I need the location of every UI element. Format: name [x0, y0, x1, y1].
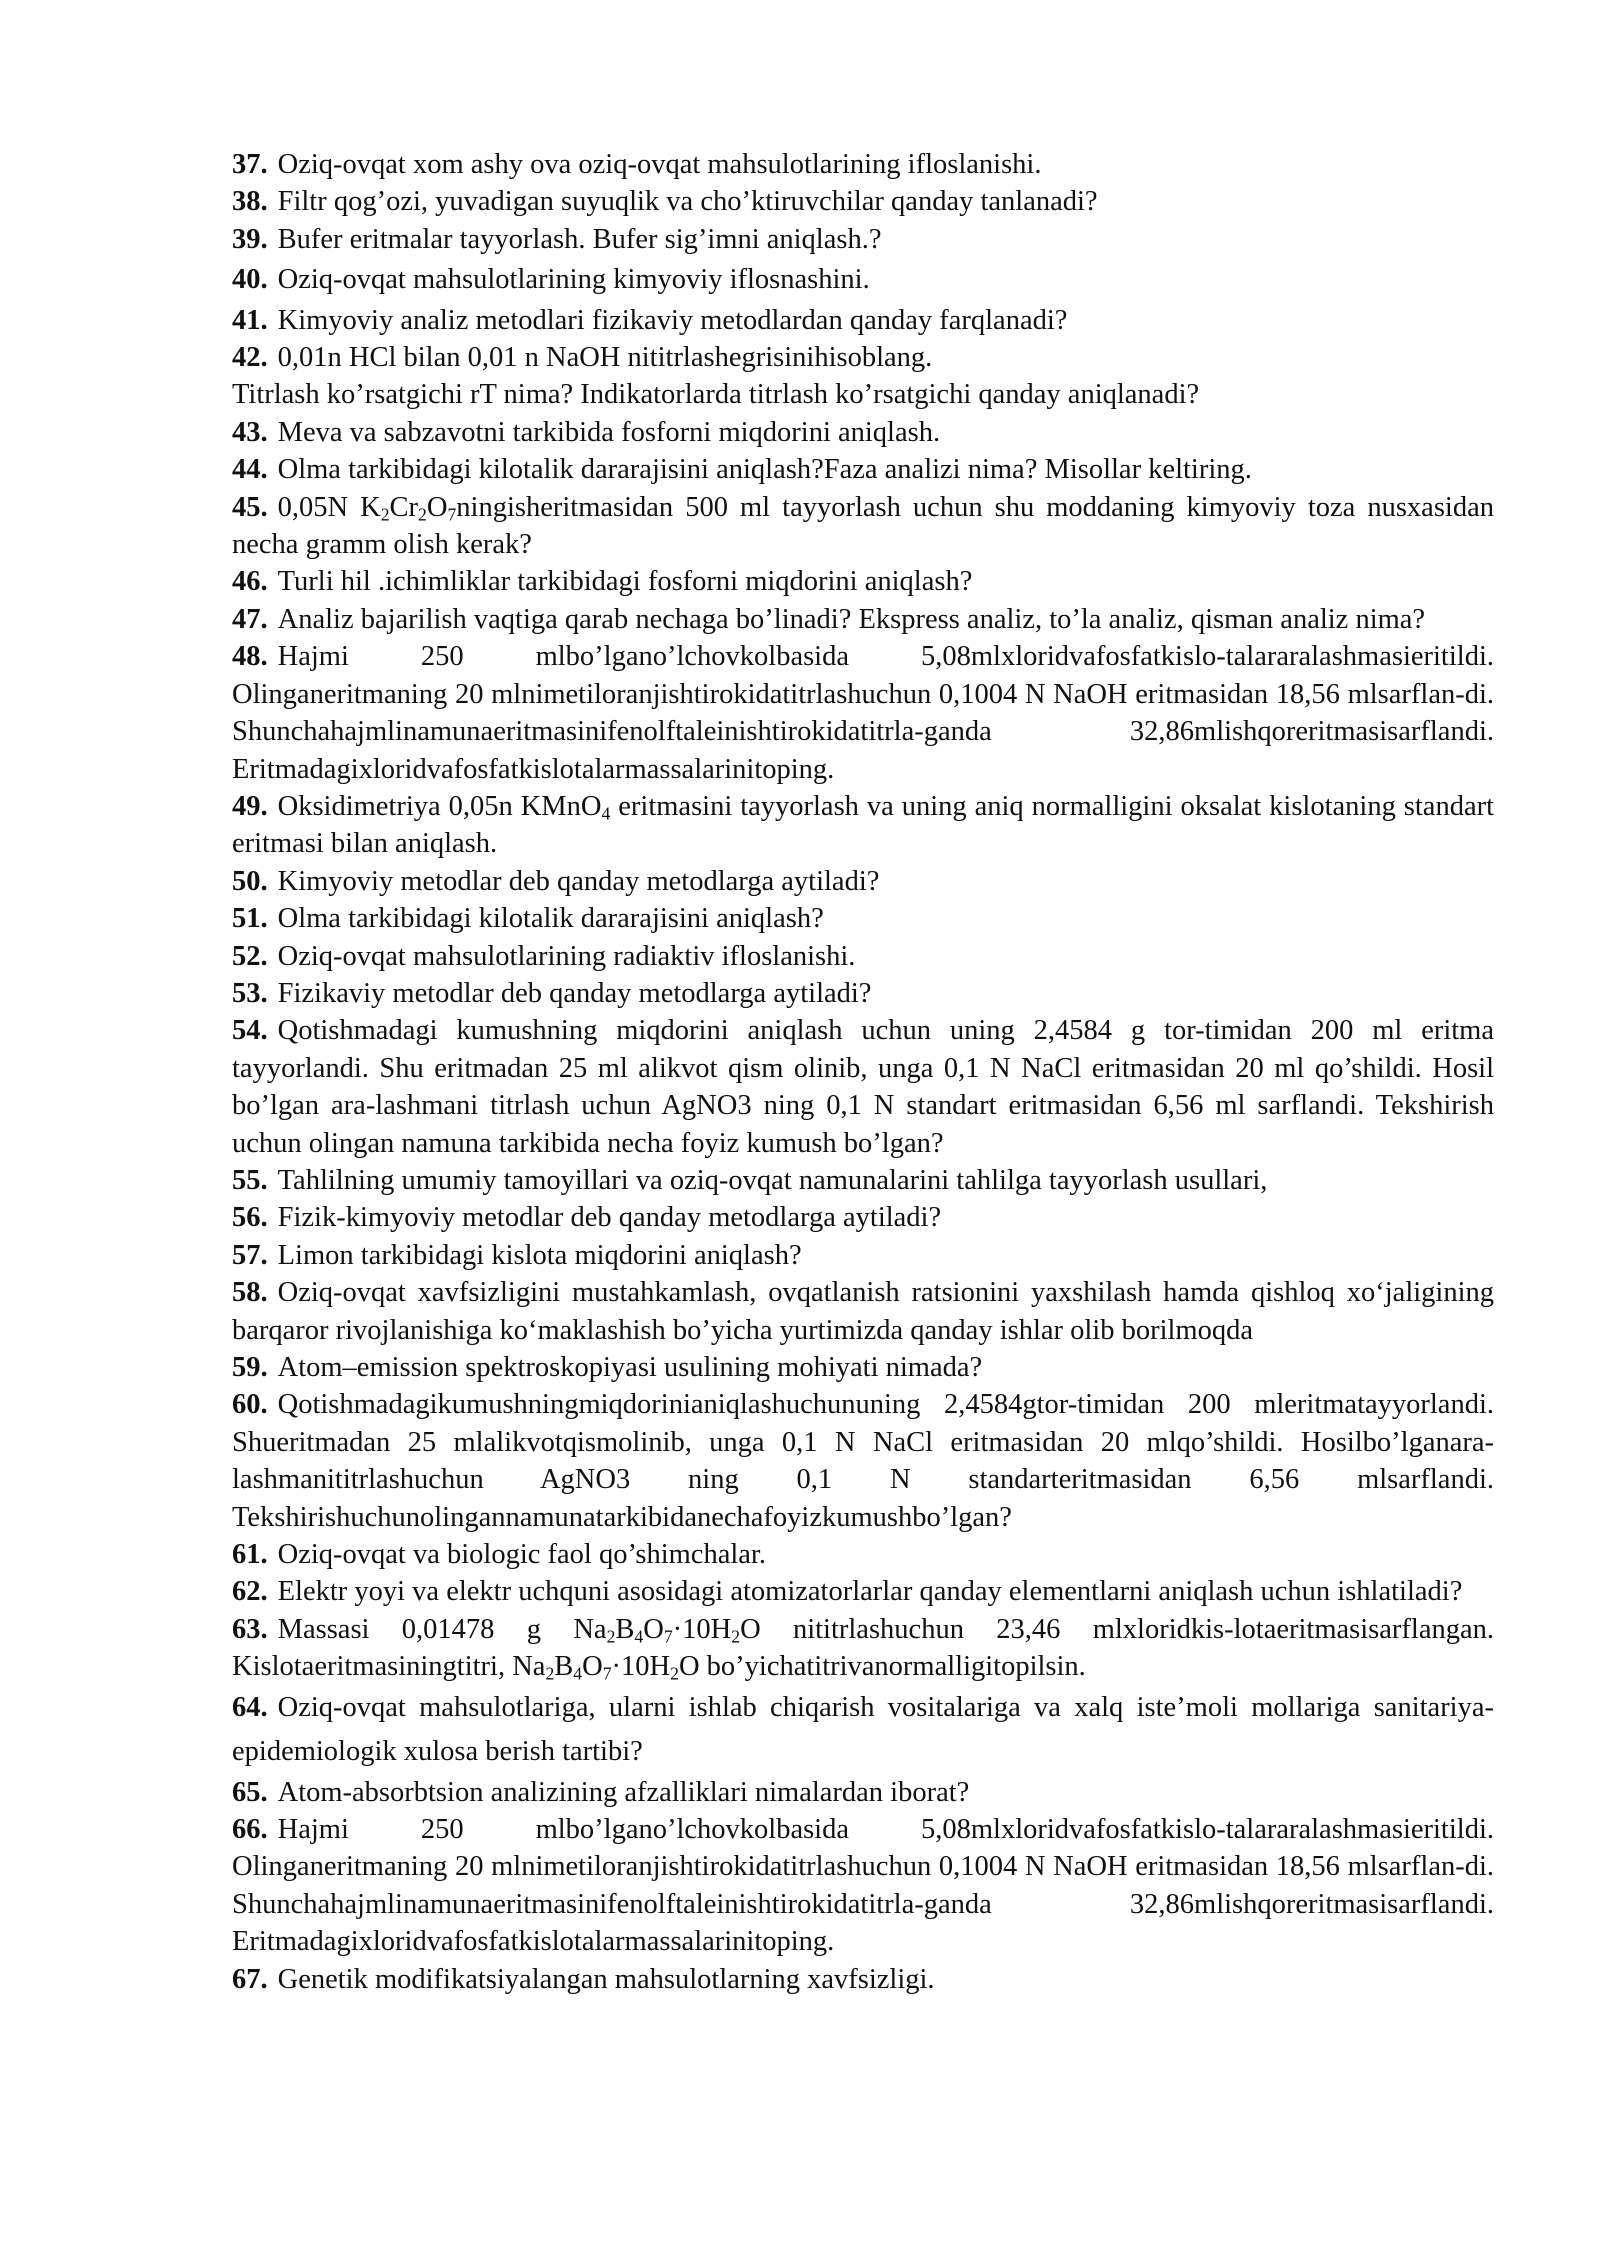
question-text: O nititrlashuchun 23,46 mlxloridkis-lotaeritmasisarflangan. Kislotaeritmasiningtitri, Na: [232, 1613, 1494, 1683]
subscript: 2: [731, 1626, 741, 1647]
question-text: Fizikaviy metodlar deb qanday metodlarga aytiladi?: [277, 977, 872, 1009]
question-text: ·10H: [672, 1613, 732, 1645]
question-text: Atom–emission spektroskopiyasi usulining mohiyati nimada?: [277, 1352, 983, 1383]
question-66: [232, 1811, 1494, 1961]
question-text: 0,01n HCl bilan 0,01 n NaOH nititrlashegrisinihisoblang.: [277, 342, 933, 374]
question-text: O: [426, 491, 448, 523]
question-text: Kimyoviy metodlar deb qanday metodlarga aytiladi?: [277, 865, 880, 897]
question-number: 48.: [232, 641, 268, 673]
question-46: [232, 563, 1494, 600]
question-number: 46.: [232, 566, 268, 598]
question-text: Kimyoviy analiz metodlari fizikaviy metodlardan qanday farqlanadi?: [277, 304, 1068, 336]
question-number: 52.: [232, 940, 268, 972]
question-text: ·10H: [611, 1651, 671, 1683]
question-text: Tahlilning umumiy tamoyillari va oziq-ovqat namunalarini tahlilga tayyorlash usullari,: [277, 1164, 1268, 1196]
question-text: Cr: [389, 491, 419, 523]
question-50: [232, 863, 1494, 900]
question-61: [232, 1536, 1494, 1573]
question-42: [232, 339, 1494, 376]
question-number: 54.: [232, 1015, 268, 1047]
question-49: [232, 788, 1494, 863]
subscript: 2: [418, 504, 427, 525]
question-number: 66.: [232, 1814, 268, 1846]
subscript: 7: [602, 1663, 612, 1684]
question-number: 51.: [232, 903, 268, 935]
question-43: [232, 414, 1494, 451]
question-52: [232, 938, 1494, 975]
subscript: 4: [573, 1663, 583, 1684]
question-text: Filtr qog’ozi, yuvadigan suyuqlik va cho’ktiruvchilar qanday tanlanadi?: [277, 186, 1098, 218]
question-text: Oziq-ovqat mahsulotlarining radiaktiv ifloslanishi.: [277, 940, 856, 972]
question-text: Olma tarkibidagi kilotalik dararajisini aniqlash?: [277, 903, 824, 935]
question-37: [232, 146, 1494, 183]
question-number: 41.: [232, 304, 268, 336]
question-63: [232, 1611, 1494, 1686]
question-41: [232, 302, 1494, 339]
question-58: [232, 1274, 1494, 1349]
question-text: B: [554, 1651, 574, 1683]
question-55: [232, 1162, 1494, 1199]
question-number: 57.: [232, 1239, 268, 1271]
subscript: 4: [601, 803, 611, 824]
question-text: ningisheritmasidan 500 ml tayyorlash uchun shu moddaning kimyoviy toza nusxasidan necha gramm olish kerak?: [232, 491, 1494, 561]
question-45: [232, 489, 1494, 564]
question-number: 56.: [232, 1202, 268, 1234]
question-text: O bo’yichatitrivanormalligitopilsin.: [678, 1651, 1086, 1683]
question-number: 59.: [232, 1352, 268, 1383]
question-text: Turli hil .ichimliklar tarkibidagi fosforni miqdorini aniqlash?: [277, 566, 973, 598]
question-number: 64.: [232, 1691, 268, 1723]
question-text: Olma tarkibidagi kilotalik dararajisini aniqlash?Faza analizi nima? Misollar keltiring.: [277, 454, 1252, 486]
question-text: Oziq-ovqat mahsulotlarining kimyoviy iflosnashini.: [277, 264, 870, 296]
question-text: O: [643, 1613, 664, 1645]
question-number: 49.: [232, 790, 268, 822]
question-number: 63.: [232, 1613, 268, 1645]
question-text: Genetik modifikatsiyalangan mahsulotlarning xavfsizligi.: [277, 1963, 935, 1995]
question-text: eritmasini tayyorlash va uning aniq normalligini oksalat kislotaning standart eritmasi bilan aniqlash.: [232, 790, 1494, 860]
question-38: [232, 183, 1494, 220]
subscript: 2: [606, 1626, 616, 1647]
question-number: 50.: [232, 865, 268, 897]
question-text: Qotishmadagi kumushning miqdorini aniqlash uchun uning 2,4584 g tor-timidan 200 ml eritma tayyorlandi. Shu eritmadan 25 ml alikvot qism olinib, unga 0,1 N NaCl eritmasidan 20 ml qo’shildi. Hosil bo’lgan ara-lashmani titrlash uchun AgNO3 ning 0,1 N standart eritmasidan 6,56 ml sarflandi. Tekshirish uchun olingan namuna tarkibida necha foyiz kumush bo’lgan?: [232, 1015, 1494, 1159]
question-48: [232, 638, 1494, 788]
question-number: 39.: [232, 223, 268, 255]
question-text: Oziq-ovqat xavfsizligini mustahkamlash, ovqatlanish ratsionini yaxshilash hamda qishloq xo‘jaligining barqaror rivojlanishiga ko‘maklashish bo’yicha yurtimizda qanday ishlar olib borilmoqda: [232, 1277, 1494, 1346]
question-number: 45.: [232, 491, 268, 523]
question-56: [232, 1199, 1494, 1236]
question-text: O: [582, 1651, 603, 1683]
question-text: Bufer eritmalar tayyorlash. Bufer sig’imni aniqlash.?: [277, 223, 882, 255]
question-number: 44.: [232, 454, 268, 486]
question-60: [232, 1386, 1494, 1536]
question-text: B: [615, 1613, 635, 1645]
question-text: Hajmi 250 mlbo’lgano’lchovkolbasida 5,08mlxloridvafosfatkislo-talararalashmasieritildi. Olinganeritmaning 20 mlnimetiloranjishtirokidatitrlashuchun 0,1004 N NaOH eritmasidan 18,56 mlsarflan-di. Shunchahajmlinamunaeritmasinifenolftaleinishtirokidatitrla-ganda 32,86mlishqoreritmasisarflandi. Eritmadagixloridvafosfatkislotalarmassalarinitoping.: [232, 1814, 1494, 1958]
question-number: 53.: [232, 977, 268, 1009]
question-text: 0,05N K: [277, 491, 381, 523]
question-number: 42.: [232, 342, 268, 374]
question-text: Elektr yoyi va elektr uchquni asosidagi atomizatorlarlar qanday elementlarni aniqlash uchun ishlatiladi?: [277, 1576, 1463, 1608]
question-40: [232, 261, 1494, 298]
question-51: [232, 900, 1494, 937]
question-text: Oziq-ovqat mahsulotlariga, ularni ishlab chiqarish vositalariga va xalq iste’moli mollariga sanitariya-epidemiologik xulosa berish tartibi?: [232, 1691, 1494, 1767]
question-text: Hajmi 250 mlbo’lgano’lchovkolbasida 5,08mlxloridvafosfatkislo-talararalashmasieritildi. Olinganeritmaning 20 mlnimetiloranjishtirokidatitrlashuchun 0,1004 N NaOH eritmasidan 18,56 mlsarflan-di. Shunchahajmlinamunaeritmasinifenolftaleinishtirokidatitrla-ganda 32,86mlishqoreritmasisarflandi. Eritmadagixloridvafosfatkislotalarmassalarinitoping.: [232, 641, 1494, 785]
subscript: 2: [380, 504, 390, 525]
question-number: 37.: [232, 149, 268, 180]
question-67: [232, 1961, 1494, 1998]
subscript: 2: [670, 1663, 679, 1684]
question-text: Analiz bajarilish vaqtiga qarab nechaga bo’linadi? Ekspress analiz, to’la analiz, qisman analiz nima?: [277, 603, 1426, 635]
question-list: [232, 146, 1494, 1998]
question-44: [232, 451, 1494, 488]
question-number: 67.: [232, 1963, 268, 1995]
subscript: 2: [545, 1663, 555, 1684]
question-text: Atom-absorbtsion analizining afzalliklari nimalardan iborat?: [277, 1776, 970, 1808]
question-text: Qotishmadagikumushningmiqdorinianiqlashuchununing 2,4584gtor-timidan 200 mleritmatayyorlandi. Shueritmadan 25 mlalikvotqismolinib, unga 0,1 N NaCl eritmasidan 20 mlqo’shildi. Hosilbo’lganara-lashmanititrlashuchun AgNO3 ning 0,1 N standarteritmasidan 6,56 mlsarflandi. Tekshirishuchunolingannamunatarkibidanechafoyizkumushbo’lgan?: [232, 1389, 1494, 1533]
question-text: Fizik-kimyoviy metodlar deb qanday metodlarga aytiladi?: [277, 1202, 942, 1234]
question-54: [232, 1012, 1494, 1162]
question-42-continuation: [232, 376, 1494, 413]
question-59: [232, 1349, 1494, 1386]
subscript: 4: [634, 1626, 644, 1647]
subscript: 7: [447, 504, 457, 525]
question-65: [232, 1774, 1494, 1811]
question-number: 40.: [232, 264, 268, 296]
question-57: [232, 1237, 1494, 1274]
question-number: 58.: [232, 1277, 268, 1309]
subscript: 7: [663, 1626, 673, 1647]
question-text: Massasi 0,01478 g Na: [277, 1613, 607, 1645]
question-53: [232, 975, 1494, 1012]
question-text: Oziq-ovqat va biologic faol qo’shimchalar.: [277, 1539, 766, 1571]
question-text: Titrlash ko’rsatgichi rT nima? Indikatorlarda titrlash ko’rsatgichi qanday aniqlanadi?: [232, 379, 1200, 411]
question-number: 65.: [232, 1776, 268, 1808]
question-62: [232, 1573, 1494, 1610]
question-text: Oziq-ovqat xom ashy ova oziq-ovqat mahsulotlarining ifloslanishi.: [277, 149, 1042, 180]
question-text: Limon tarkibidagi kislota miqdorini aniqlash?: [277, 1239, 802, 1271]
question-number: 55.: [232, 1164, 268, 1196]
question-number: 62.: [232, 1576, 268, 1608]
question-text: Oksidimetriya 0,05n KMnO: [277, 790, 602, 822]
question-47: [232, 601, 1494, 638]
question-number: 38.: [232, 186, 268, 218]
question-number: 47.: [232, 603, 268, 635]
question-number: 60.: [232, 1389, 268, 1421]
question-number: 43.: [232, 416, 268, 448]
question-64: [232, 1686, 1494, 1774]
question-39: [232, 221, 1494, 258]
question-number: 61.: [232, 1539, 268, 1571]
question-text: Meva va sabzavotni tarkibida fosforni miqdorini aniqlash.: [277, 416, 941, 448]
